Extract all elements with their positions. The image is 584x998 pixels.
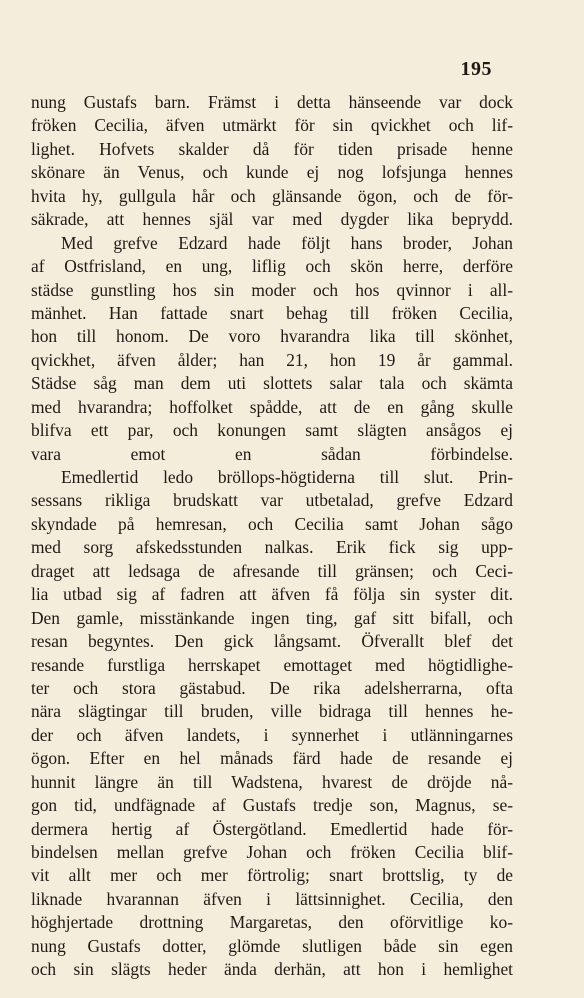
- text-line: skyndade på hemresan, och Cecilia samt Johan sågo: [31, 513, 513, 534]
- text-line: der och äfven landets, i synnerhet i utlänningarnes: [31, 724, 513, 745]
- text-line: Städse såg man dem uti slottets salar tala och skämta: [31, 373, 513, 394]
- text-line: qvickhet, äfven ålder; han 21, hon 19 år gammal.: [31, 349, 513, 370]
- text-line: af Ostfrisland, en ung, liflig och skön herre, derföre: [31, 256, 513, 277]
- text-line: nung Gustafs dotter, glömde slutligen både sin egen: [31, 935, 513, 956]
- text-line: vara emot en sådan förbindelse.: [31, 443, 513, 464]
- text-line: vit allt mer och mer förtrolig; snart brottslig, ty de: [31, 865, 513, 886]
- text-line: med hvarandra; hoffolket spådde, att de en gång skulle: [31, 396, 513, 417]
- text-line: resan begyntes. Den gick långsamt. Öfverallt blef det: [31, 631, 513, 652]
- text-line: Med grefve Edzard hade följt hans broder, Johan: [61, 232, 513, 253]
- body-text: [31, 91, 513, 982]
- text-line: Emedlertid ledo bröllops-högtiderna till slut. Prin-: [61, 467, 513, 487]
- text-line: lighet. Hofvets skalder då för tiden prisade henne: [31, 138, 513, 159]
- text-line: med sorg afskedsstunden nalkas. Erik fick sig upp-: [31, 537, 513, 558]
- text-line: draget att ledsaga de afresande till gränsen; och Ceci-: [31, 560, 513, 581]
- text-line: bindelsen mellan grefve Johan och fröken Cecilia blif-: [31, 842, 513, 862]
- text-line: liknade hvarannan äfven i lättsinnighet. Cecilia, den: [31, 888, 513, 909]
- text-line: och sin slägts heder ända derhän, att hon i hemlighet: [31, 959, 513, 980]
- text-line: hvita hy, gullgula hår och glänsande ögon, och de för-: [31, 185, 513, 206]
- text-line: ter och stora gästabud. De rika adelsherrarna, ofta: [31, 677, 513, 698]
- text-line: blifva ett par, och konungen samt slägten ansågos ej: [31, 420, 513, 441]
- text-line: ögon. Efter en hel månads färd hade de resande ej: [31, 748, 513, 769]
- text-line: hon till honom. De voro hvarandra lika till skönhet,: [31, 326, 513, 347]
- text-line: gon tid, undfägnade af Gustafs tredje son, Magnus, se-: [31, 795, 513, 816]
- text-line: fröken Cecilia, äfven utmärkt för sin qvickhet och lif-: [31, 115, 513, 136]
- page-number: 195: [460, 58, 492, 80]
- text-line: skönare än Venus, och kunde ej nog lofsjunga hennes: [31, 162, 513, 183]
- text-line: säkrade, att hennes själ var med dygder lika beprydd.: [31, 209, 513, 230]
- text-line: mänhet. Han fattade snart behag till fröken Cecilia,: [31, 302, 513, 323]
- text-line: resande furstliga herrskapet emottaget med högtidlighe-: [31, 654, 513, 675]
- text-line: dermera hertig af Östergötland. Emedlertid hade för-: [31, 818, 513, 839]
- text-line: nung Gustafs barn. Främst i detta hänseende var dock: [31, 92, 513, 112]
- text-line: höghjertade drottning Margaretas, den oförvitlige ko-: [31, 912, 513, 933]
- text-line: nära slägtingar till bruden, ville bidraga till hennes he-: [31, 701, 513, 722]
- text-line: sessans rikliga brudskatt var utbetalad, grefve Edzard: [31, 490, 513, 511]
- text-line: städse gunstling hos sin moder och hos qvinnor i all-: [31, 279, 513, 300]
- text-line: lia utbad sig af fadren att äfven få följa sin syster dit.: [31, 584, 513, 605]
- text-line: hunnit längre än till Wadstena, hvarest de dröjde nå-: [31, 771, 513, 792]
- text-line: Den gamle, misstänkande ingen ting, gaf sitt bifall, och: [31, 607, 513, 628]
